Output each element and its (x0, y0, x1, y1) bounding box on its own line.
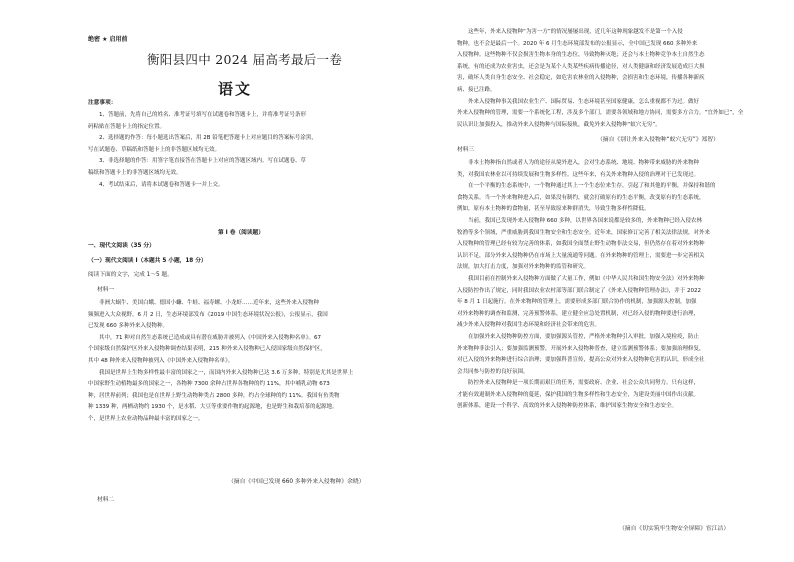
text-line: 创新体系，建设一个科学、高效的外来入侵物种防控体系，维护国家生物安全和生态安全。 (457, 403, 678, 410)
text-line: 病、接已注路。 (457, 86, 496, 93)
text-line: 民认识让加强投入，推动外来入侵物种与国际接轨，截免外来入侵物种“蚁穴无穷”。 (457, 121, 661, 128)
text-line: 会共同参与防控的良好氛围。 (457, 368, 529, 375)
text-line: 才能有效遏制外来入侵物种的蔓延，保护我国的生物多样性和生态安全，为建设美丽中国作出贡献。 (457, 391, 700, 398)
text-line: 入侵物种。这些物种不仅会损害生物本身的生态位，导致物种灭绝；还会与本土物种竞争本土自然生态 (457, 52, 705, 59)
text-line: 其中 48 种外来入侵物种被列入《中国外来入侵物种名单》。 (88, 357, 234, 364)
text-line: 外来物种非法引入；要加强监测预警，开展外来入侵物种普查，建立监测预警体系；要加强治理修复， (457, 345, 705, 352)
text-line: 已发现 660 多种外来入侵物种。 (88, 323, 168, 330)
section-heading: 一、现代文阅读（35 分） (88, 243, 155, 249)
text-line: 法规，加大打击力度，加强对外来物种的监管和研究。 (457, 264, 590, 271)
text-line: 非本土物种指自然或者人为的途径从境外进入，会对生态系统、地境、物种带来威胁的外来物种 (468, 160, 700, 166)
text-line: 种 1339 种，两栖动物约 1930 个，是水稻、大豆等重要作物的起源地，也是野生和栽培茶的起源地。 (88, 404, 338, 411)
instruction: 阅读下面的文字，完成 1～5 题。 (88, 272, 173, 278)
notice-list (88, 110, 350, 191)
text-line: 个，是世界上农业动物品种最丰富的国家之一。 (88, 415, 204, 422)
material2-body (457, 27, 757, 131)
text-line: 类，对我国农林业以可持续发展和生物多样性。这些年来，有关外来物种入侵的治理对于已发现过。 (457, 171, 700, 178)
text-line: 种，居世界前列；我国也是在世界上野生动物种类占 2800 多种，约占全球种的约 11%。我国有鱼类物 (88, 392, 340, 399)
text-line: 个国家级自然保护区外来入侵物种调查结果表明，215 种外来入侵物种已入侵国家级自然保护区， (88, 346, 326, 353)
notice-item: 3、非选择题的作答：用签字笔直接答在答题卡上对应的答题区域内。写在试题卷、草 (99, 158, 307, 165)
sub-section-heading: （一）现代文阅读 I（本题共 5 小题，18 分） (88, 258, 207, 264)
notice-item: 写在试题卷、草稿纸和答题卡上的非答题区域均无效。 (88, 146, 221, 153)
text-line: 对已入侵的外来物种进行综合治理；要加强科普宣传，提高公众对外来入侵物种危害的认识，形成全社 (457, 357, 705, 364)
exam-title: 衡阳县四中 2024 届高考最后一卷 (147, 52, 343, 67)
material1-label: 材料一 (97, 287, 115, 293)
text-line: 食物关系。当一个外来物种进入后，如果没有制约，就会打破原有的生态平衡，改变原有的生态系统， (457, 194, 705, 201)
text-line: 当前，我国已发现外来入侵物种 660 多种，以世界各国来说都是较多的，外来物种已经入侵农林 (468, 217, 702, 224)
text-line: 我国目前在控制外来入侵物种方面做了大量工作，例如《中华人民共和国生物安全法》对外来物种 (468, 275, 705, 282)
text-line: 系统，有的还成为农业害虫，还会是为某个人类某些疾病传播途径，对人类健康和经济发展造成巨大损 (457, 63, 705, 70)
text-line: 害，破坏人类自身生态安全、社会稳定，如危害农林业的入侵物种，会损害和生态环境，传播各种新疾 (457, 75, 705, 82)
text-line: 对外来物种的调查和监测，完善预警体系，建立健全应急处置机制，对已经入侵的物种要进行治理， (457, 310, 700, 317)
notice-item: 1、答题前，先将自己的姓名、准考证号填写在试题卷和答题卡上，并将准考证号条形 (99, 112, 307, 118)
citation-2: （摘自《别让外来入侵物种“蚁穴无穷”》郑智） (597, 137, 719, 143)
text-line: 例如，原有本土物种的食物量，甚至导致原来种群消失，导致生物多样性降低。 (457, 206, 650, 213)
text-line: 牧渔等多个领域，严重威胁到我国生物安全和生态安全。近年来，国家修订完善了相关法律法规，对外来 (457, 229, 711, 236)
text-line: 中国家野生动植物最多的国家之一，各物种 7300 余种占世界各物种的约 11%，其中哺乳动物 673 (88, 381, 330, 388)
part-heading: 第 I 卷（阅读题） (218, 230, 264, 236)
text-line: 物种，也不会是最后一个。2020 年 6 月生态环境部发布的公报显示，全中国已发现 660 多种外来 (457, 40, 698, 47)
citation-3: （摘自《切实筑牢生物安全屏障》宦江洁） (619, 526, 730, 532)
notice-item: 4、考试结束后，请将本试题卷和答题卡一并上交。 (99, 181, 224, 188)
notice-item: 稿纸和答题卡上的非答题区域均无效。 (88, 169, 182, 176)
text-line: 在加强外来入侵物种防控方面，要加强源头管控，严格外来物种引入审批，加强入境检疫，防止 (468, 333, 700, 340)
right-page (397, 0, 794, 562)
text-line: 入侵物种的管理已经有较为完善的体系，如我国全面禁止野生动物非法交易，但仍然存在着对外来物种 (457, 241, 705, 248)
citation-1: （摘自《中国已发现 660 多种外来入侵物种》余晓） (228, 479, 365, 485)
material2-label: 材料二 (97, 497, 115, 503)
text-line: 频频进入大众视野。6 月 2 日，生态环境部发布《2019 中国生态环境状况公报》，公报显示，我国 (88, 311, 328, 318)
text-line: 我国是世界上生物多样性最丰富的国家之一，而国内外来入侵物种已达 3.6 万多种，特别是尤其是世界上 (99, 369, 354, 376)
text-line: 外来入侵物种的管理，需要一个系统化工程，涉及多个部门，需要各领域和地方协同，需要多方合力。“宜外如已”，全 (457, 110, 744, 117)
material3-label: 材料三 (457, 147, 475, 153)
notice-heading: 注意事项： (88, 100, 117, 106)
notice-item: 码粘贴在答题卡上的指定位置。 (88, 123, 166, 130)
text-line: 认识不足，部分外来入侵物种仍在市场上大量流通等问题。在外来物种的管理上，需要进一步完善相关 (457, 252, 705, 259)
secret-label: 绝密 ★ 启用前 (88, 36, 128, 43)
text-line: 防控外来入侵物种是一项长期而艰巨的任务，需要政府、企业、社会公众共同努力。只有这样， (468, 380, 700, 387)
text-line: 入侵防控作出了规定，同时我国农业农村部等部门联合制定了《外来入侵物种管理办法》，并于 2022 (457, 287, 701, 294)
notice-item: 2、选择题的作答：每小题选出答案后，用 2B 铅笔把答题卡上对应题目的答案标号涂黑， (99, 135, 317, 142)
text-line: 非洲大蜗牛、美国白蛾、德国小蠊、牛蛙、福寿螺、小龙虾……近年来，这些外来入侵物种 (99, 300, 320, 306)
text-line: 减少外来入侵物种对我国生态环境和经济社会带来的危害。 (457, 322, 601, 329)
material1-body (88, 298, 360, 426)
text-line: 这些年，外来入侵物种“为害一方”的情况屡屡出现，近几年这种现象越发不是第一个入侵 (468, 29, 683, 35)
text-line: 外来入侵物种事关我国农业生产、国际贸易、生态环境甚至国家健康，怎么重视都不为过。做好 (468, 98, 700, 105)
text-line: 其中，71 种对自然生态系统已造成或具有潜在威胁并被列入《中国外来入侵物种名单》。67 (99, 334, 321, 341)
subject-title: 语文 (218, 80, 253, 98)
material3-body (457, 158, 757, 413)
text-line: 在一个平衡的生态系统中，一个物种通过其上一个生态位来生存，引起了和其他的平衡，并保持和谐的 (468, 183, 716, 190)
text-line: 年 8 月 1 日起施行。在外来物种的管理上，需要形成多部门联合协作的机制，加强源头控制，加强 (457, 299, 697, 306)
